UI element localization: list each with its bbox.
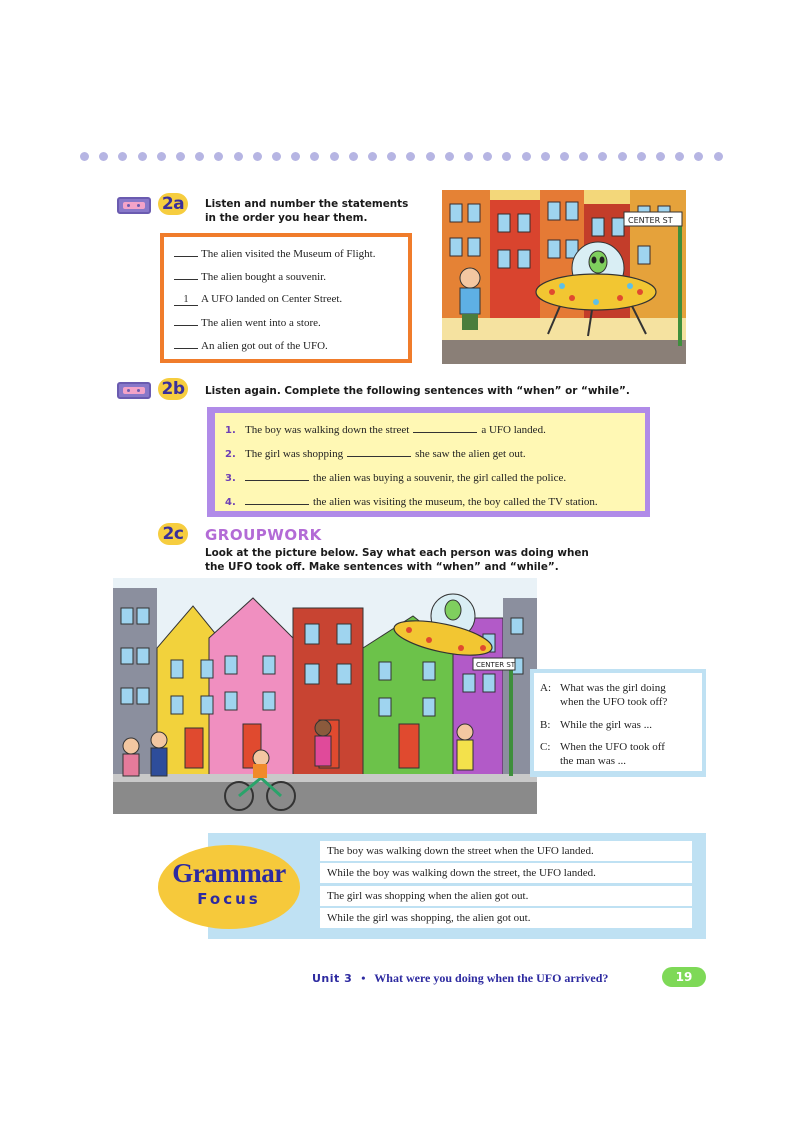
rule-dot [483,152,492,161]
number-blank[interactable] [174,315,198,326]
answer-blank[interactable] [245,470,309,481]
cassette-icon [117,382,151,399]
statement-3: 1 A UFO landed on Center Street. [174,292,342,306]
answer-blank[interactable] [245,494,309,505]
dialog-line-c2: the man was ... [560,755,626,767]
statement-1: The alien visited the Museum of Flight. [174,246,375,261]
rule-dot [714,152,723,161]
exercise-badge-2b: 2b [158,378,188,400]
rule-dot [694,152,703,161]
dialog-speaker-c: C: [540,741,551,753]
dialog-speaker-b: B: [540,719,551,731]
answer-blank[interactable] [347,446,411,457]
groupwork-heading: GROUPWORK [205,526,322,544]
rule-dot [157,152,166,161]
dotted-rule [80,150,730,164]
sentence-2: 2. The girl was shopping she saw the alien get out. [225,448,526,460]
number-blank[interactable] [174,269,198,280]
rule-dot [214,152,223,161]
statement-4: The alien went into a store. [174,315,321,330]
rule-dot [637,152,646,161]
page-number: 19 [662,967,706,987]
rule-dot [445,152,454,161]
dialog-box [530,669,706,777]
rule-dot [138,152,147,161]
sentence-3: 3. the alien was buying a souvenir, the girl called the police. [225,472,567,484]
dialog-line-c: When the UFO took off [560,741,665,753]
rule-dot [675,152,684,161]
dialog-line-a: What was the girl doing [560,682,666,694]
rule-dot [618,152,627,161]
rule-dot [541,152,550,161]
statement-5: An alien got out of the UFO. [174,338,328,353]
rule-dot [464,152,473,161]
dialog-speaker-a: A: [540,682,551,694]
rule-dot [176,152,185,161]
rule-dot [560,152,569,161]
rule-dot [253,152,262,161]
grammar-sentence-4: While the girl was shopping, the alien got out. [320,908,692,928]
rule-dot [522,152,531,161]
exercise-badge-2a: 2a [158,193,188,215]
sentence-1: 1. The boy was walking down the street a UFO landed. [225,424,546,436]
statement-2: The alien bought a souvenir. [174,269,326,284]
instruction-2a: Listen and number the statements in the order you hear them. [205,198,409,224]
sentence-4: 4. the alien was visiting the museum, the boy called the TV station. [225,496,598,508]
rule-dot [330,152,339,161]
rule-dot [291,152,300,161]
ufo-landing-illustration [442,190,686,364]
instruction-2c: Look at the picture below. Say what each person was doing when the UFO took off. Make sentences with “when” and “while”. [205,547,589,573]
grammar-focus-subtitle: Focus [197,890,261,908]
grammar-sentence-3: The girl was shopping when the alien got out. [320,886,692,906]
number-blank[interactable] [174,338,198,349]
street-sign: CENTER ST [628,216,673,225]
unit-title: What were you doing when the UFO arrived? [374,971,609,985]
rule-dot [656,152,665,161]
unit-label: Unit 3 [312,972,353,985]
rule-dot [368,152,377,161]
rule-dot [234,152,243,161]
page-footer [312,970,608,987]
instruction-2b: Listen again. Complete the following sentences with “when” or “while”. [205,385,630,397]
sentences-box [207,407,650,517]
ufo-takeoff-illustration [113,578,537,814]
grammar-sentence-1: The boy was walking down the street when the UFO landed. [320,841,692,861]
statements-box [160,233,412,363]
dialog-line-a2: when the UFO took off? [560,696,668,708]
rule-dot [598,152,607,161]
grammar-sentence-2: While the boy was walking down the street, the UFO landed. [320,863,692,883]
rule-dot [502,152,511,161]
grammar-focus-title: Grammar [172,858,286,888]
rule-dot [310,152,319,161]
answer-blank[interactable] [413,422,477,433]
rule-dot [195,152,204,161]
rule-dot [118,152,127,161]
rule-dot [80,152,89,161]
dialog-line-b: While the girl was ... [560,719,652,731]
rule-dot [349,152,358,161]
cassette-icon [117,197,151,214]
footer-bullet: • [361,971,366,985]
number-blank[interactable] [174,246,198,257]
rule-dot [579,152,588,161]
rule-dot [406,152,415,161]
number-blank[interactable]: 1 [174,295,198,306]
rule-dot [99,152,108,161]
rule-dot [387,152,396,161]
street-sign: CENTER ST [476,661,516,669]
rule-dot [426,152,435,161]
exercise-badge-2c: 2c [158,523,188,545]
rule-dot [272,152,281,161]
